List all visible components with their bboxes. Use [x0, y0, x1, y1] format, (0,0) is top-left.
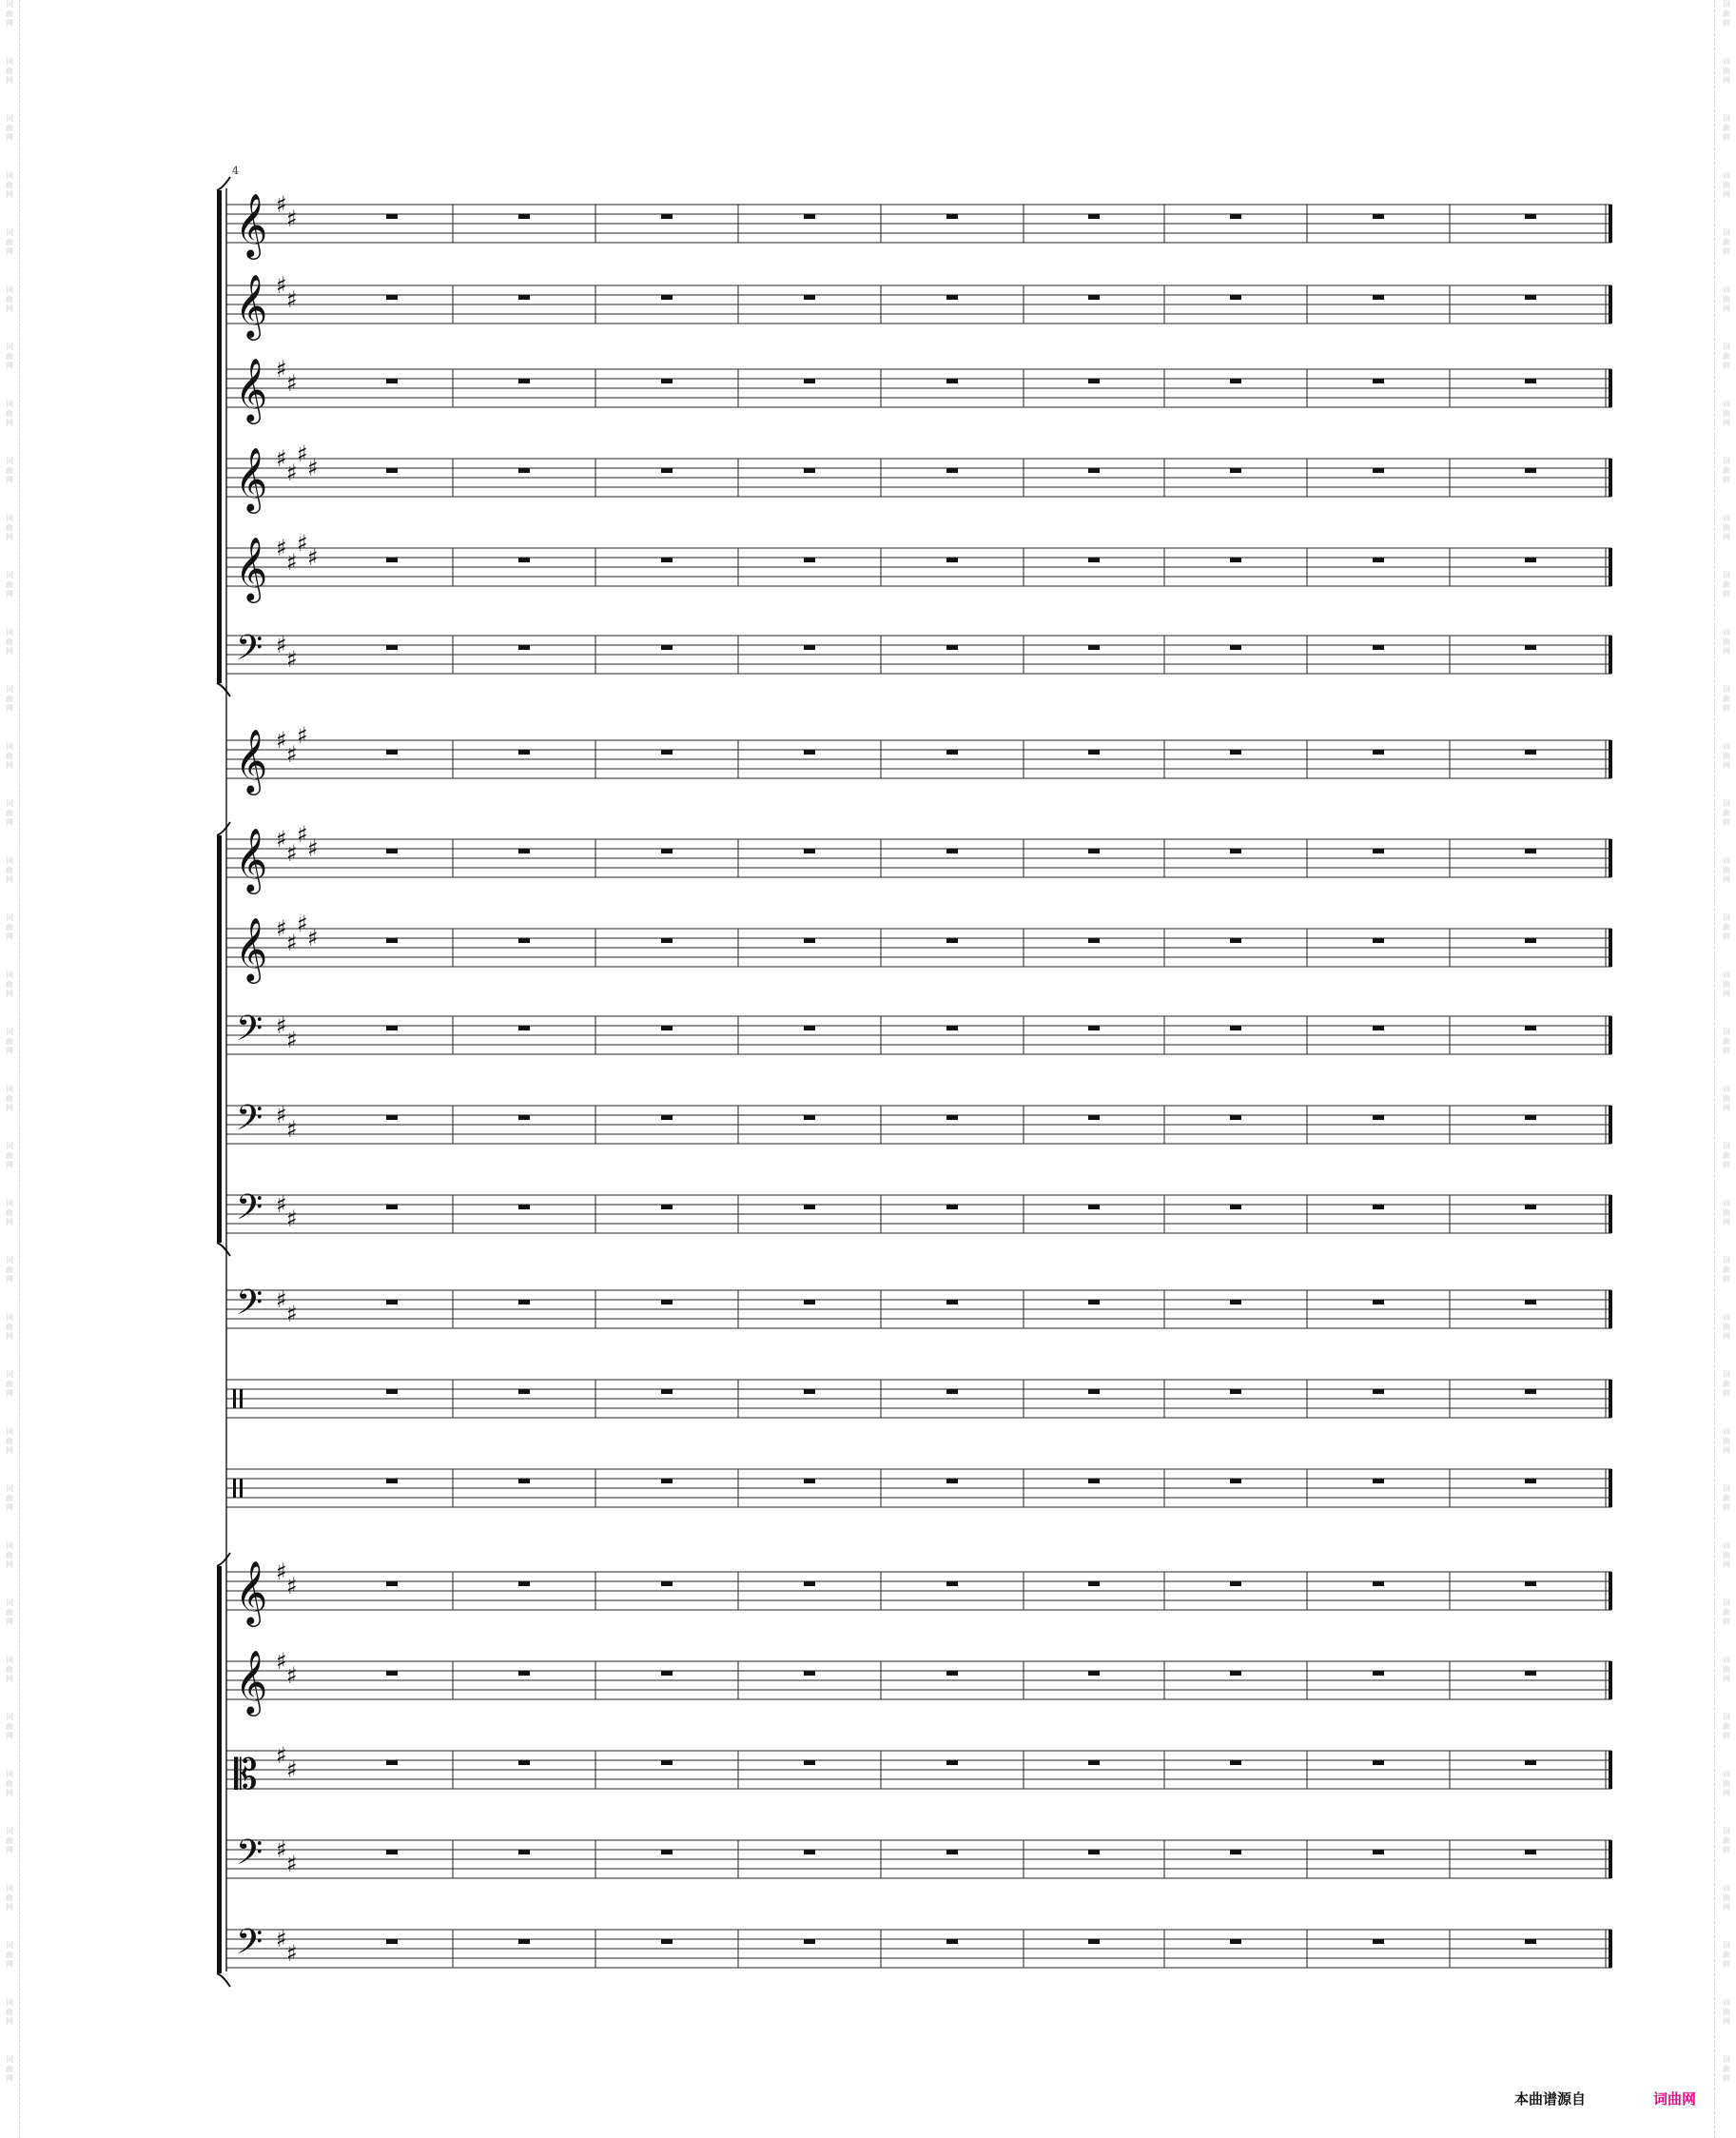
- whole-rest-icon: [1088, 1115, 1100, 1120]
- whole-rest-icon: [1230, 379, 1241, 383]
- final-barline-thick: [1609, 1290, 1612, 1328]
- sharp-icon: ♯: [286, 840, 298, 867]
- whole-rest-icon: [386, 295, 398, 300]
- final-barline-thick: [1609, 1380, 1612, 1418]
- sharp-icon: ♯: [286, 286, 298, 313]
- sharp-icon: ♯: [276, 356, 287, 382]
- whole-rest-icon: [1230, 1671, 1241, 1676]
- bass-clef-icon: 𝄢: [236, 1833, 263, 1881]
- whole-rest-icon: [1373, 849, 1384, 853]
- whole-rest-icon: [1373, 1026, 1384, 1030]
- whole-rest-icon: [661, 1671, 673, 1676]
- whole-rest-icon: [1525, 1671, 1536, 1676]
- whole-rest-icon: [1525, 1581, 1536, 1586]
- sharp-icon: ♯: [276, 1742, 287, 1769]
- staff-11: [226, 1098, 1612, 1147]
- whole-rest-icon: [946, 1205, 958, 1209]
- footer-brand-link[interactable]: 词曲网: [1653, 2090, 1697, 2108]
- whole-rest-icon: [1230, 938, 1241, 943]
- whole-rest-icon: [661, 295, 673, 300]
- whole-rest-icon: [804, 1850, 815, 1854]
- whole-rest-icon: [1525, 750, 1536, 755]
- whole-rest-icon: [661, 1115, 673, 1120]
- staff-18: [226, 1742, 1612, 1799]
- whole-rest-icon: [1230, 1581, 1241, 1586]
- whole-rest-icon: [1230, 645, 1241, 650]
- whole-rest-icon: [386, 1581, 398, 1586]
- whole-rest-icon: [386, 468, 398, 473]
- whole-rest-icon: [1230, 1939, 1241, 1944]
- final-barline-thick: [1609, 740, 1612, 778]
- whole-rest-icon: [661, 214, 673, 219]
- whole-rest-icon: [386, 1389, 398, 1394]
- bass-clef-icon: 𝄢: [236, 1187, 263, 1236]
- whole-rest-icon: [518, 295, 530, 300]
- whole-rest-icon: [1230, 1389, 1241, 1394]
- staff-3: [226, 356, 1612, 424]
- whole-rest-icon: [1525, 849, 1536, 853]
- whole-rest-icon: [518, 1850, 530, 1854]
- whole-rest-icon: [518, 1115, 530, 1120]
- final-barline-thick: [1609, 1195, 1612, 1233]
- sharp-icon: ♯: [276, 272, 287, 299]
- sharp-icon: ♯: [297, 821, 308, 848]
- whole-rest-icon: [946, 1581, 958, 1586]
- whole-rest-icon: [518, 379, 530, 383]
- final-barline-thick: [1609, 1572, 1612, 1610]
- whole-rest-icon: [946, 1026, 958, 1030]
- whole-rest-icon: [946, 1939, 958, 1944]
- whole-rest-icon: [1373, 750, 1384, 755]
- treble-clef-icon: 𝄞: [235, 192, 268, 257]
- whole-rest-icon: [804, 558, 815, 562]
- whole-rest-icon: [1088, 1939, 1100, 1944]
- whole-rest-icon: [1525, 1205, 1536, 1209]
- whole-rest-icon: [804, 1671, 815, 1676]
- whole-rest-icon: [1088, 295, 1100, 300]
- whole-rest-icon: [661, 1939, 673, 1944]
- whole-rest-icon: [386, 750, 398, 755]
- left-watermark-strip: 词 曲 网 词 曲 网 词 曲 网 词 曲 网 词 曲 网 词 曲 网 词 曲 网 词 曲 网 词 曲 网 词 曲 网 词 曲 网 词 曲 网 词 曲 网 词 曲 网 词 曲 网 词 曲 网 词 曲 网 词 曲 网 词 曲 网 词 曲 网 词 曲 网 词 曲 网 词 曲 网 词 曲 网 词 曲 网 词 曲 网 词 曲 网 词 曲 网 词 曲 网 词 曲 网 词 曲 网 词 曲 网 词 曲 网 词 曲 网 词 曲 网 词 曲 网 词 曲 网: [6, 0, 13, 2083]
- bass-clef-icon: 𝄢: [236, 1922, 263, 1971]
- right-watermark-strip: 词 曲 网 词 曲 网 词 曲 网 词 曲 网 词 曲 网 词 曲 网 词 曲 网 词 曲 网 词 曲 网 词 曲 网 词 曲 网 词 曲 网 词 曲 网 词 曲 网 词 曲 网 词 曲 网 词 曲 网 词 曲 网 词 曲 网 词 曲 网 词 曲 网 词 曲 网 词 曲 网 词 曲 网 词 曲 网 词 曲 网 词 曲 网 词 曲 网 词 曲 网 词 曲 网 词 曲 网 词 曲 网 词 曲 网 词 曲 网 词 曲 网 词 曲 网 词 曲 网: [1723, 0, 1730, 2083]
- whole-rest-icon: [518, 1389, 530, 1394]
- sharp-icon: ♯: [286, 930, 298, 956]
- whole-rest-icon: [1088, 750, 1100, 755]
- whole-rest-icon: [1525, 1389, 1536, 1394]
- whole-rest-icon: [804, 849, 815, 853]
- percussion-clef-icon: [240, 1479, 243, 1498]
- whole-rest-icon: [661, 468, 673, 473]
- staff-2: [226, 272, 1612, 341]
- whole-rest-icon: [804, 1939, 815, 1944]
- whole-rest-icon: [518, 558, 530, 562]
- whole-rest-icon: [1373, 1581, 1384, 1586]
- final-barline-thick: [1609, 205, 1612, 243]
- staff-9: [226, 911, 1612, 984]
- whole-rest-icon: [804, 645, 815, 650]
- whole-rest-icon: [946, 938, 958, 943]
- whole-rest-icon: [946, 1671, 958, 1676]
- sharp-icon: ♯: [276, 915, 287, 942]
- whole-rest-icon: [1525, 1026, 1536, 1030]
- whole-rest-icon: [1525, 1939, 1536, 1944]
- bass-clef-icon: 𝄢: [236, 1283, 263, 1331]
- whole-rest-icon: [1088, 938, 1100, 943]
- whole-rest-icon: [1525, 379, 1536, 383]
- whole-rest-icon: [1525, 1300, 1536, 1304]
- staff-19: [226, 1833, 1612, 1881]
- whole-rest-icon: [946, 468, 958, 473]
- whole-rest-icon: [804, 1760, 815, 1765]
- bass-clef-icon: 𝄢: [236, 1009, 263, 1057]
- whole-rest-icon: [1088, 1479, 1100, 1483]
- sharp-icon: ♯: [276, 727, 287, 754]
- whole-rest-icon: [1373, 1671, 1384, 1676]
- whole-rest-icon: [946, 295, 958, 300]
- final-barline-thick: [1609, 548, 1612, 586]
- whole-rest-icon: [1373, 645, 1384, 650]
- whole-rest-icon: [804, 214, 815, 219]
- group-bracket: [217, 822, 230, 1256]
- staff-4: [226, 441, 1612, 514]
- sharp-icon: ♯: [276, 1648, 287, 1675]
- alto-clef-icon: 𝄡: [234, 1751, 258, 1799]
- whole-rest-icon: [1525, 938, 1536, 943]
- whole-rest-icon: [946, 1300, 958, 1304]
- whole-rest-icon: [661, 645, 673, 650]
- whole-rest-icon: [804, 1115, 815, 1120]
- sharp-icon: ♯: [297, 441, 308, 467]
- sharp-icon: ♯: [276, 1012, 287, 1039]
- measure-number: 4: [232, 165, 239, 177]
- whole-rest-icon: [1525, 645, 1536, 650]
- whole-rest-icon: [518, 750, 530, 755]
- sharp-icon: ♯: [286, 549, 298, 576]
- whole-rest-icon: [946, 849, 958, 853]
- whole-rest-icon: [1373, 1300, 1384, 1304]
- whole-rest-icon: [946, 1389, 958, 1394]
- sharp-icon: ♯: [286, 1851, 298, 1877]
- sharp-icon: ♯: [276, 632, 287, 658]
- whole-rest-icon: [518, 849, 530, 853]
- final-barline-thick: [1609, 1840, 1612, 1878]
- whole-rest-icon: [518, 1939, 530, 1944]
- sharp-icon: ♯: [286, 1756, 298, 1783]
- whole-rest-icon: [661, 849, 673, 853]
- sharp-icon: ♯: [286, 1940, 298, 1967]
- percussion-clef-icon: [240, 1389, 243, 1408]
- whole-rest-icon: [1373, 1205, 1384, 1209]
- whole-rest-icon: [1525, 1479, 1536, 1483]
- staff-14: [226, 1380, 1612, 1418]
- staff-17: [226, 1648, 1612, 1716]
- final-barline-thick: [1609, 1930, 1612, 1968]
- whole-rest-icon: [804, 1205, 815, 1209]
- bass-clef-icon: 𝄢: [236, 628, 263, 677]
- whole-rest-icon: [386, 938, 398, 943]
- whole-rest-icon: [1230, 1205, 1241, 1209]
- staff-13: [226, 1283, 1612, 1331]
- treble-clef-icon: 𝄞: [235, 827, 268, 892]
- treble-clef-icon: 𝄞: [235, 273, 268, 338]
- sharp-icon: ♯: [286, 1573, 298, 1599]
- whole-rest-icon: [1088, 468, 1100, 473]
- group-bracket: [217, 177, 230, 696]
- whole-rest-icon: [804, 938, 815, 943]
- whole-rest-icon: [1230, 295, 1241, 300]
- whole-rest-icon: [1230, 1760, 1241, 1765]
- whole-rest-icon: [386, 214, 398, 219]
- whole-rest-icon: [1525, 214, 1536, 219]
- whole-rest-icon: [1373, 1389, 1384, 1394]
- whole-rest-icon: [386, 1300, 398, 1304]
- whole-rest-icon: [1373, 1850, 1384, 1854]
- final-barline-thick: [1609, 1016, 1612, 1054]
- sharp-icon: ♯: [276, 1926, 287, 1952]
- final-barline-thick: [1609, 1751, 1612, 1789]
- final-barline-thick: [1609, 285, 1612, 324]
- whole-rest-icon: [518, 1205, 530, 1209]
- treble-clef-icon: 𝄞: [235, 1649, 268, 1714]
- percussion-clef-icon: [233, 1389, 236, 1408]
- whole-rest-icon: [1373, 295, 1384, 300]
- whole-rest-icon: [1088, 1850, 1100, 1854]
- whole-rest-icon: [1373, 1760, 1384, 1765]
- whole-rest-icon: [386, 1205, 398, 1209]
- whole-rest-icon: [1525, 295, 1536, 300]
- percussion-clef-icon: [233, 1479, 236, 1498]
- whole-rest-icon: [1088, 1760, 1100, 1765]
- whole-rest-icon: [1088, 1026, 1100, 1030]
- whole-rest-icon: [1525, 1850, 1536, 1854]
- whole-rest-icon: [1088, 1389, 1100, 1394]
- whole-rest-icon: [1525, 1760, 1536, 1765]
- sharp-icon: ♯: [276, 1286, 287, 1313]
- staff-systems: [217, 177, 1612, 1987]
- final-barline-thick: [1609, 839, 1612, 877]
- whole-rest-icon: [1230, 1300, 1241, 1304]
- whole-rest-icon: [1230, 750, 1241, 755]
- whole-rest-icon: [386, 645, 398, 650]
- whole-rest-icon: [804, 295, 815, 300]
- whole-rest-icon: [1230, 1850, 1241, 1854]
- whole-rest-icon: [518, 1581, 530, 1586]
- whole-rest-icon: [661, 558, 673, 562]
- sharp-icon: ♯: [286, 1662, 298, 1689]
- sharp-icon: ♯: [286, 1301, 298, 1327]
- whole-rest-icon: [1525, 1115, 1536, 1120]
- whole-rest-icon: [1230, 1115, 1241, 1120]
- whole-rest-icon: [386, 558, 398, 562]
- whole-rest-icon: [661, 750, 673, 755]
- sharp-icon: ♯: [286, 370, 298, 397]
- whole-rest-icon: [1373, 938, 1384, 943]
- final-barline-thick: [1609, 636, 1612, 674]
- whole-rest-icon: [661, 1581, 673, 1586]
- bass-clef-icon: 𝄢: [236, 1098, 263, 1147]
- final-barline-thick: [1609, 929, 1612, 967]
- whole-rest-icon: [1230, 849, 1241, 853]
- whole-rest-icon: [518, 1300, 530, 1304]
- whole-rest-icon: [386, 1115, 398, 1120]
- sharp-icon: ♯: [286, 460, 298, 486]
- sharp-icon: ♯: [297, 530, 308, 557]
- whole-rest-icon: [1230, 214, 1241, 219]
- whole-rest-icon: [1525, 558, 1536, 562]
- whole-rest-icon: [518, 1026, 530, 1030]
- sharp-icon: ♯: [286, 206, 298, 232]
- whole-rest-icon: [804, 1300, 815, 1304]
- whole-rest-icon: [1525, 468, 1536, 473]
- sharp-icon: ♯: [286, 1116, 298, 1143]
- whole-rest-icon: [804, 1581, 815, 1586]
- whole-rest-icon: [804, 379, 815, 383]
- whole-rest-icon: [518, 1760, 530, 1765]
- treble-clef-icon: 𝄞: [235, 357, 268, 422]
- whole-rest-icon: [661, 1026, 673, 1030]
- staff-15: [226, 1469, 1612, 1507]
- final-barline-thick: [1609, 1106, 1612, 1144]
- staff-10: [226, 1009, 1612, 1057]
- whole-rest-icon: [946, 645, 958, 650]
- sharp-icon: ♯: [286, 1206, 298, 1232]
- sharp-icon: ♯: [276, 1559, 287, 1585]
- sharp-icon: ♯: [307, 925, 319, 951]
- whole-rest-icon: [1230, 468, 1241, 473]
- sharp-icon: ♯: [276, 535, 287, 561]
- whole-rest-icon: [804, 1026, 815, 1030]
- whole-rest-icon: [386, 1939, 398, 1944]
- sharp-icon: ♯: [286, 646, 298, 673]
- whole-rest-icon: [1088, 1671, 1100, 1676]
- treble-clef-icon: 𝄞: [235, 1559, 268, 1624]
- whole-rest-icon: [1088, 214, 1100, 219]
- whole-rest-icon: [1088, 1205, 1100, 1209]
- whole-rest-icon: [946, 1115, 958, 1120]
- whole-rest-icon: [1088, 849, 1100, 853]
- sharp-icon: ♯: [286, 741, 298, 768]
- staff-16: [226, 1559, 1612, 1627]
- whole-rest-icon: [946, 214, 958, 219]
- sharp-icon: ♯: [276, 1102, 287, 1128]
- whole-rest-icon: [386, 1671, 398, 1676]
- treble-clef-icon: 𝄞: [235, 446, 268, 511]
- whole-rest-icon: [1373, 1479, 1384, 1483]
- whole-rest-icon: [1230, 558, 1241, 562]
- whole-rest-icon: [661, 1205, 673, 1209]
- whole-rest-icon: [1373, 1939, 1384, 1944]
- whole-rest-icon: [518, 1479, 530, 1483]
- whole-rest-icon: [386, 379, 398, 383]
- sharp-icon: ♯: [307, 835, 319, 862]
- sharp-icon: ♯: [297, 722, 308, 749]
- whole-rest-icon: [1088, 1300, 1100, 1304]
- whole-rest-icon: [946, 750, 958, 755]
- whole-rest-icon: [518, 214, 530, 219]
- final-barline-thick: [1609, 369, 1612, 407]
- sharp-icon: ♯: [276, 1836, 287, 1863]
- staff-6: [226, 628, 1612, 677]
- whole-rest-icon: [386, 1479, 398, 1483]
- whole-rest-icon: [1230, 1479, 1241, 1483]
- final-barline-thick: [1609, 1469, 1612, 1507]
- whole-rest-icon: [1373, 468, 1384, 473]
- whole-rest-icon: [804, 1389, 815, 1394]
- sharp-icon: ♯: [297, 911, 308, 937]
- sharp-icon: ♯: [307, 455, 319, 481]
- whole-rest-icon: [1088, 558, 1100, 562]
- whole-rest-icon: [386, 1026, 398, 1030]
- whole-rest-icon: [386, 849, 398, 853]
- whole-rest-icon: [386, 1760, 398, 1765]
- whole-rest-icon: [946, 379, 958, 383]
- whole-rest-icon: [1373, 214, 1384, 219]
- whole-rest-icon: [1088, 645, 1100, 650]
- whole-rest-icon: [518, 938, 530, 943]
- whole-rest-icon: [661, 1850, 673, 1854]
- footer-source-label: 本曲谱源自: [1514, 2090, 1587, 2108]
- staff-1: [226, 191, 1612, 260]
- whole-rest-icon: [661, 379, 673, 383]
- whole-rest-icon: [1230, 1026, 1241, 1030]
- whole-rest-icon: [661, 1479, 673, 1483]
- sharp-icon: ♯: [276, 191, 287, 218]
- sharp-icon: ♯: [276, 1191, 287, 1218]
- whole-rest-icon: [804, 468, 815, 473]
- whole-rest-icon: [946, 1760, 958, 1765]
- whole-rest-icon: [1088, 1581, 1100, 1586]
- whole-rest-icon: [661, 1760, 673, 1765]
- whole-rest-icon: [386, 1850, 398, 1854]
- whole-rest-icon: [661, 1300, 673, 1304]
- whole-rest-icon: [1373, 558, 1384, 562]
- whole-rest-icon: [946, 558, 958, 562]
- staff-7: [226, 722, 1612, 795]
- whole-rest-icon: [518, 468, 530, 473]
- sharp-icon: ♯: [286, 1027, 298, 1053]
- treble-clef-icon: 𝄞: [235, 916, 268, 981]
- whole-rest-icon: [804, 1479, 815, 1483]
- staff-8: [226, 821, 1612, 894]
- whole-rest-icon: [946, 1850, 958, 1854]
- whole-rest-icon: [946, 1479, 958, 1483]
- whole-rest-icon: [1088, 379, 1100, 383]
- final-barline-thick: [1609, 1661, 1612, 1699]
- whole-rest-icon: [1373, 379, 1384, 383]
- sharp-icon: ♯: [276, 445, 287, 472]
- whole-rest-icon: [518, 645, 530, 650]
- final-barline-thick: [1609, 459, 1612, 497]
- staff-5: [226, 530, 1612, 603]
- whole-rest-icon: [661, 938, 673, 943]
- whole-rest-icon: [518, 1671, 530, 1676]
- whole-rest-icon: [1373, 1115, 1384, 1120]
- treble-clef-icon: 𝄞: [235, 728, 268, 793]
- staff-12: [226, 1187, 1612, 1236]
- whole-rest-icon: [804, 750, 815, 755]
- sharp-icon: ♯: [276, 826, 287, 853]
- staff-20: [226, 1922, 1612, 1971]
- whole-rest-icon: [661, 1389, 673, 1394]
- sharp-icon: ♯: [307, 544, 319, 571]
- treble-clef-icon: 𝄞: [235, 536, 268, 600]
